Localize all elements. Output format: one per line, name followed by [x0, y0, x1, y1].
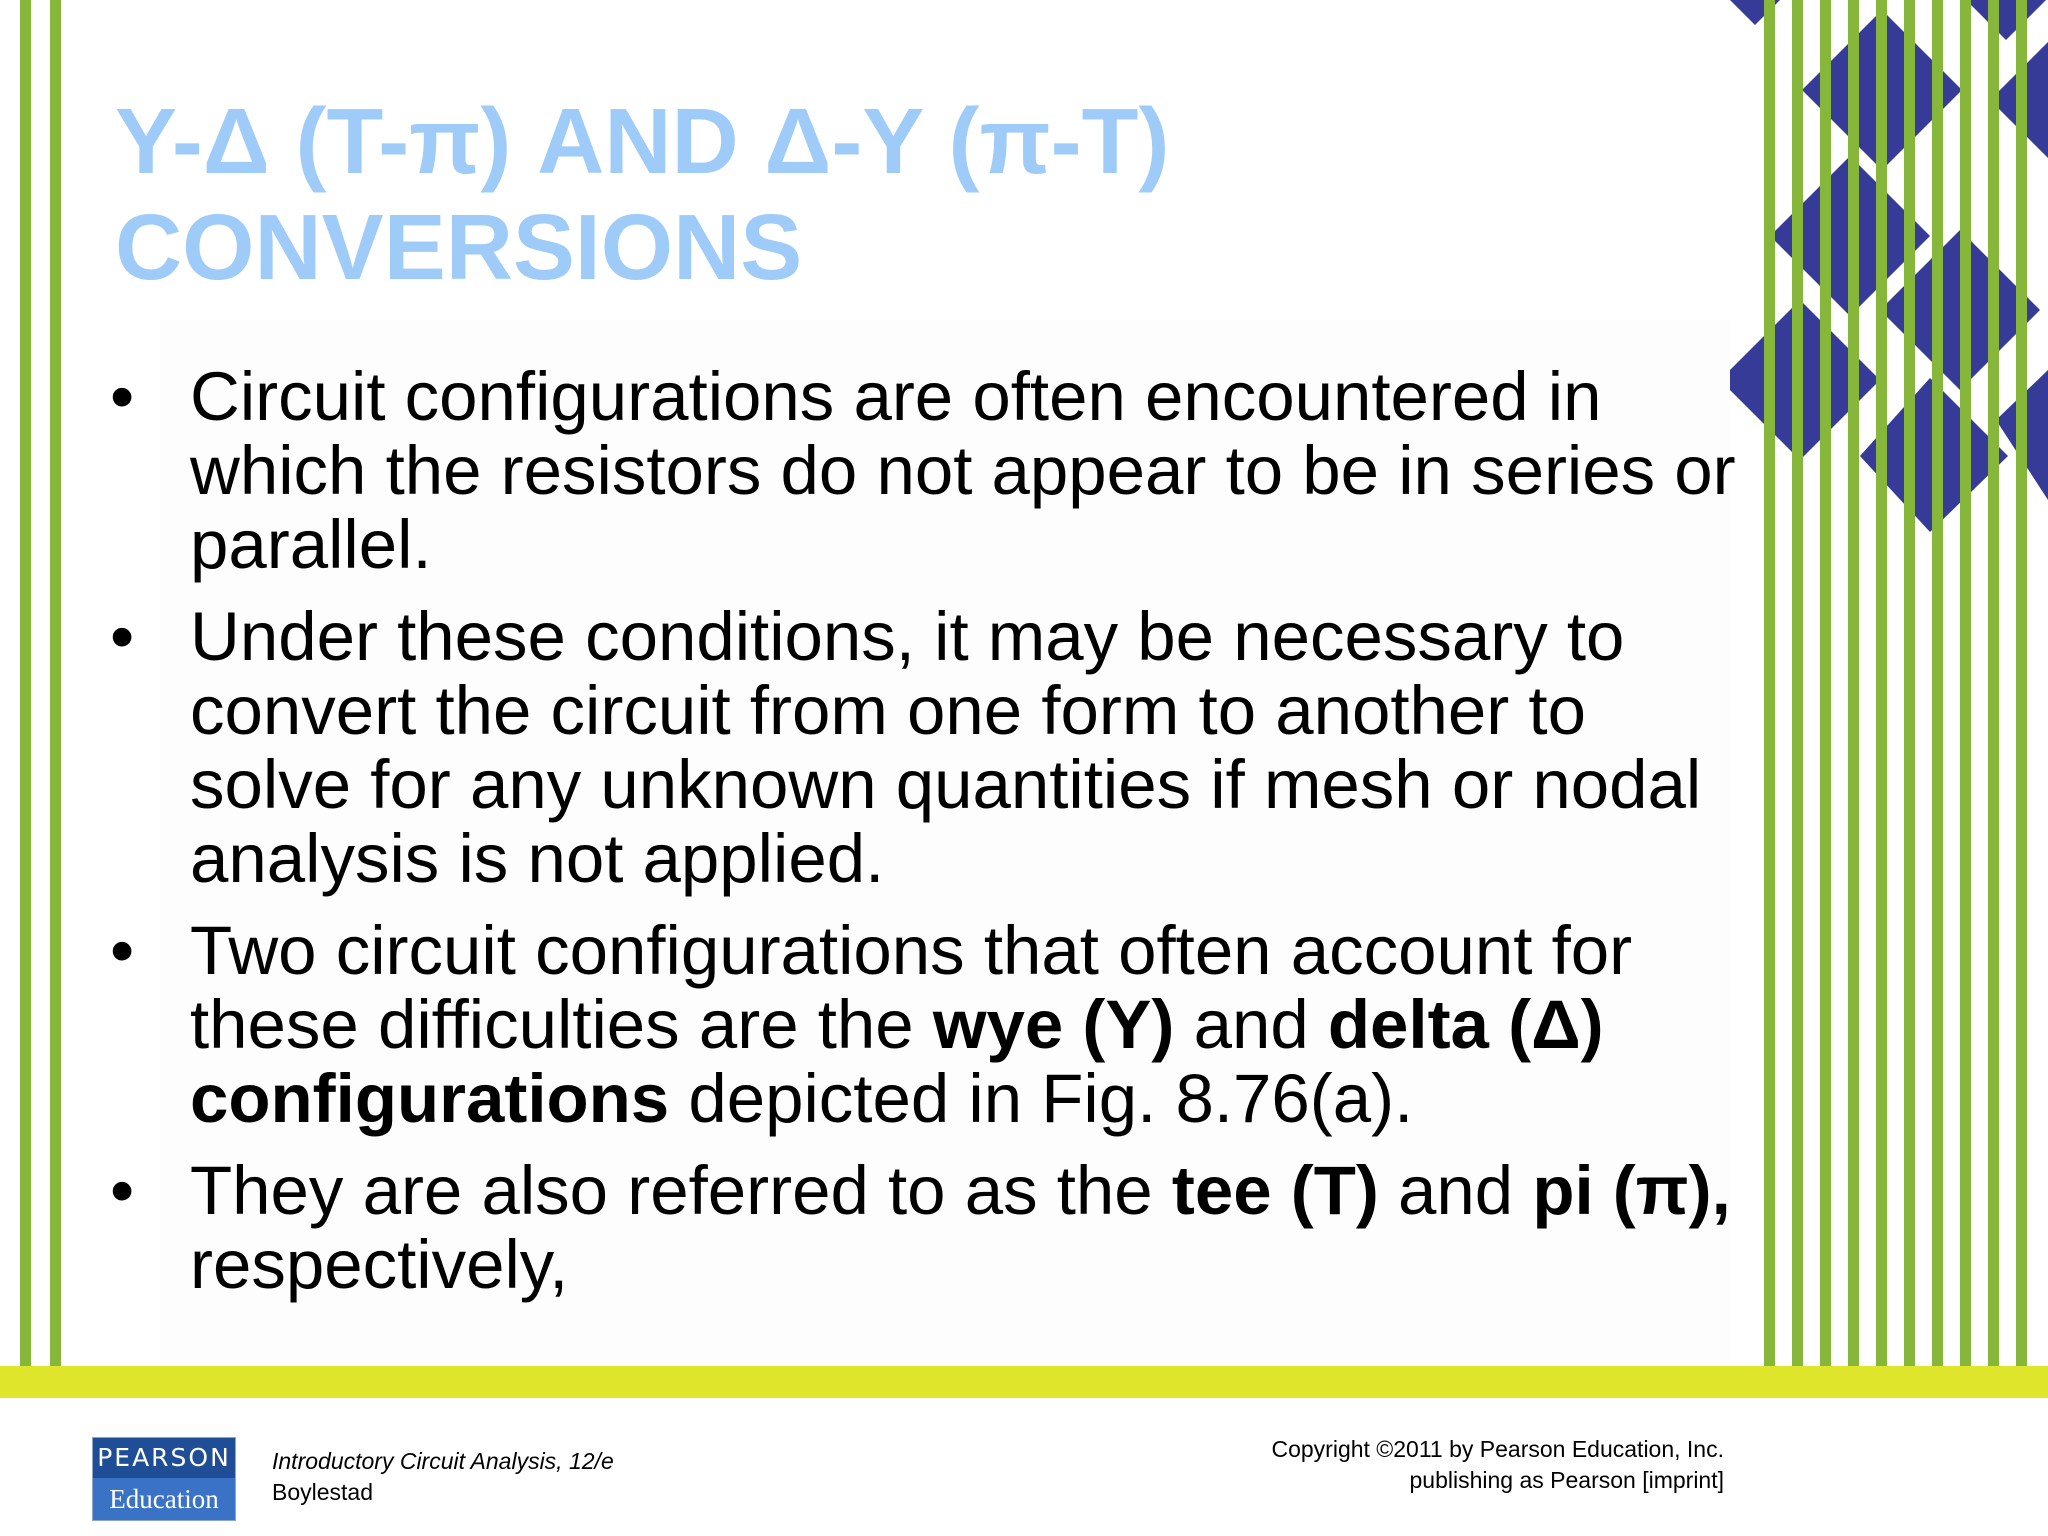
bullet-marker: •: [110, 1152, 135, 1229]
bullet-text-part: depicted in Fig. 8.76(a).: [669, 1060, 1414, 1137]
bullet-list: [110, 360, 1750, 1320]
logo-top-text: PEARSON: [93, 1438, 235, 1478]
bullet-text-part: They are also referred to as the: [190, 1152, 1172, 1229]
decorative-pattern: [1720, 0, 2048, 1536]
left-green-bar-1: [20, 0, 31, 1536]
bullet-text: Circuit configurations are often encountered in which the resistors do not appear to be in series or parallel.: [190, 358, 1736, 583]
bullet-item-1: [110, 360, 1750, 582]
book-info: [272, 1446, 614, 1508]
bold-term-wye: wye (Y): [932, 986, 1175, 1063]
copyright-notice: [1271, 1434, 1724, 1496]
bold-term-tee: tee (T): [1171, 1152, 1379, 1229]
bold-term-pi: pi (π),: [1532, 1152, 1731, 1229]
logo-bottom-text: Education: [93, 1478, 235, 1520]
left-green-bar-2: [50, 0, 61, 1536]
bullet-text-part: and: [1174, 986, 1328, 1063]
bold-term-delta: delta (Δ) configurations: [190, 986, 1604, 1137]
bullet-text-part: and: [1378, 1152, 1533, 1229]
copyright-line-1: Copyright ©2011 by Pearson Education, Inc.: [1271, 1436, 1724, 1462]
book-author: Boylestad: [272, 1479, 374, 1505]
book-title: Introductory Circuit Analysis, 12/e: [272, 1448, 614, 1474]
bullet-item-3: [110, 914, 1750, 1136]
pearson-logo: [92, 1437, 236, 1521]
bullet-item-4: [110, 1154, 1750, 1302]
footer-yellow-bar: [0, 1366, 2048, 1398]
title-line-1: Y-Δ (T-π) AND Δ-Y (π-T): [115, 89, 1170, 193]
bullet-marker: •: [110, 912, 135, 989]
title-line-2: CONVERSIONS: [115, 195, 803, 299]
bullet-marker: •: [110, 598, 135, 675]
slide-title: [115, 88, 1615, 300]
copyright-line-2: publishing as Pearson [imprint]: [1409, 1467, 1724, 1493]
bullet-marker: •: [110, 358, 135, 435]
bullet-text-part: respectively,: [190, 1226, 569, 1303]
bullet-text: Under these conditions, it may be necessary to convert the circuit from one form to another to solve for any unknown quantities if mesh or nodal analysis is not applied.: [190, 598, 1702, 897]
bullet-text-part: Two circuit configurations that often account for these difficulties are the: [190, 912, 1633, 1063]
bullet-item-2: [110, 600, 1750, 896]
